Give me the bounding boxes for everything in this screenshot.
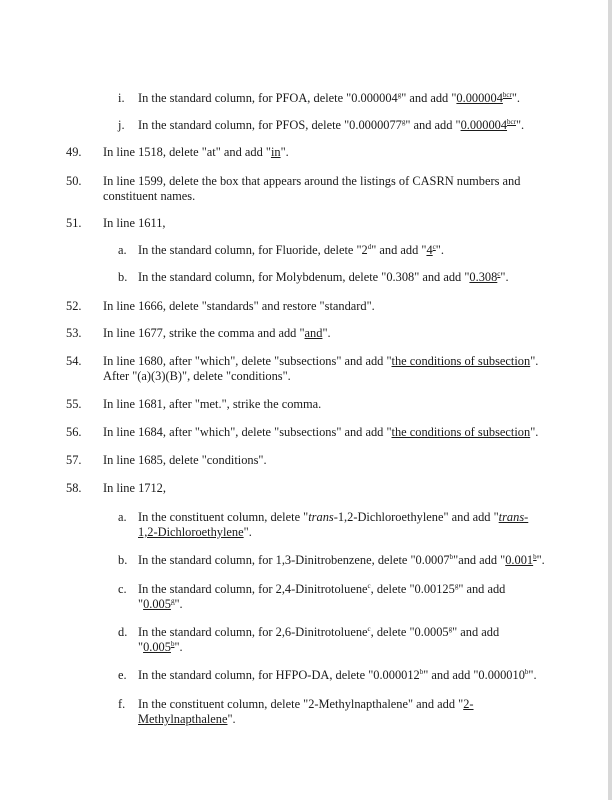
amendment-text-continued: 1,2-Dichloroethylene".: [138, 525, 252, 539]
item-label: j.: [118, 118, 125, 132]
item-label: a.: [118, 243, 127, 257]
amendment-text: In line 1712,: [103, 481, 166, 495]
amendment-text: In line 1685, delete "conditions".: [103, 453, 267, 467]
item-label: e.: [118, 668, 127, 682]
item-number: 55.: [66, 397, 82, 411]
amendment-text: In line 1518, delete "at" and add "in".: [103, 145, 289, 159]
item-label: i.: [118, 91, 125, 105]
amendment-text: In the standard column, for PFOS, delete "0.0000077$^g$" and add "$0.000004^{bcr}$".: [138, 118, 525, 132]
item-number: 50.: [66, 174, 82, 188]
item-number: 54.: [66, 354, 82, 368]
page-edge-shadow: [608, 0, 612, 800]
amendment-text: In the standard column, for Molybdenum, delete "0.308" and add "0.308$^c$".: [138, 270, 509, 284]
item-label: a.: [118, 510, 127, 524]
amendment-text: In the standard column, for Fluoride, delete "2$^d$" and add "4$^c$".: [138, 243, 444, 257]
amendment-text: In the constituent column, delete "trans-1,2-Dichloroethylene" and add "trans-: [138, 510, 529, 524]
item-number: 51.: [66, 216, 82, 230]
item-number: 57.: [66, 453, 82, 467]
amendment-text: In line 1666, delete "standards" and restore "standard".: [103, 299, 375, 313]
amendment-text: In the standard column, for PFOA, delete "0.000004$^g$" and add "$0.000004^{bcr}$".: [138, 91, 520, 105]
amendment-text-continued: "0.005$^g$".: [138, 597, 183, 611]
item-label: f.: [118, 697, 126, 711]
amendment-text: In line 1681, after "met.", strike the comma.: [103, 397, 322, 411]
item-number: 58.: [66, 481, 82, 495]
amendment-text-continued: "0.005$^b$".: [138, 640, 183, 654]
amendment-text: In the standard column, for 1,3-Dinitrobenzene, delete "0.0007$^b$"and add "0.001$^b$".: [138, 553, 545, 567]
amendment-text: In the standard column, for 2,6-Dinitrotoluene$^c$, delete "0.0005$^g$" and add: [138, 625, 500, 639]
item-label: b.: [118, 553, 128, 567]
amendment-text: In the standard column, for 2,4-Dinitrotoluene$^c$, delete "0.00125$^g$" and add: [138, 582, 506, 596]
item-label: c.: [118, 582, 127, 596]
amendment-text: In the constituent column, delete "2-Methylnapthalene" and add "2-: [138, 697, 474, 711]
amendment-text: In line 1680, after "which", delete "subsections" and add "the conditions of subsection".: [103, 354, 539, 368]
amendment-text: In line 1599, delete the box that appears around the listings of CASRN numbers and: [103, 174, 521, 188]
item-number: 49.: [66, 145, 82, 159]
item-label: d.: [118, 625, 128, 639]
amendment-text: In line 1611,: [103, 216, 166, 230]
amendment-text-continued: Methylnapthalene".: [138, 712, 236, 726]
amendment-text-continued: constituent names.: [103, 189, 196, 203]
item-number: 52.: [66, 299, 82, 313]
item-number: 56.: [66, 425, 82, 439]
item-number: 53.: [66, 326, 82, 340]
amendment-text: In line 1684, after "which", delete "subsections" and add "the conditions of subsection".: [103, 425, 539, 439]
amendment-text-continued: After "(a)(3)(B)", delete "conditions".: [103, 369, 291, 383]
amendment-text: In the standard column, for HFPO-DA, delete "0.000012$^b$" and add "0.000010$^b$".: [138, 668, 537, 682]
amendment-text: In line 1677, strike the comma and add "and".: [103, 326, 331, 340]
item-label: b.: [118, 270, 128, 284]
